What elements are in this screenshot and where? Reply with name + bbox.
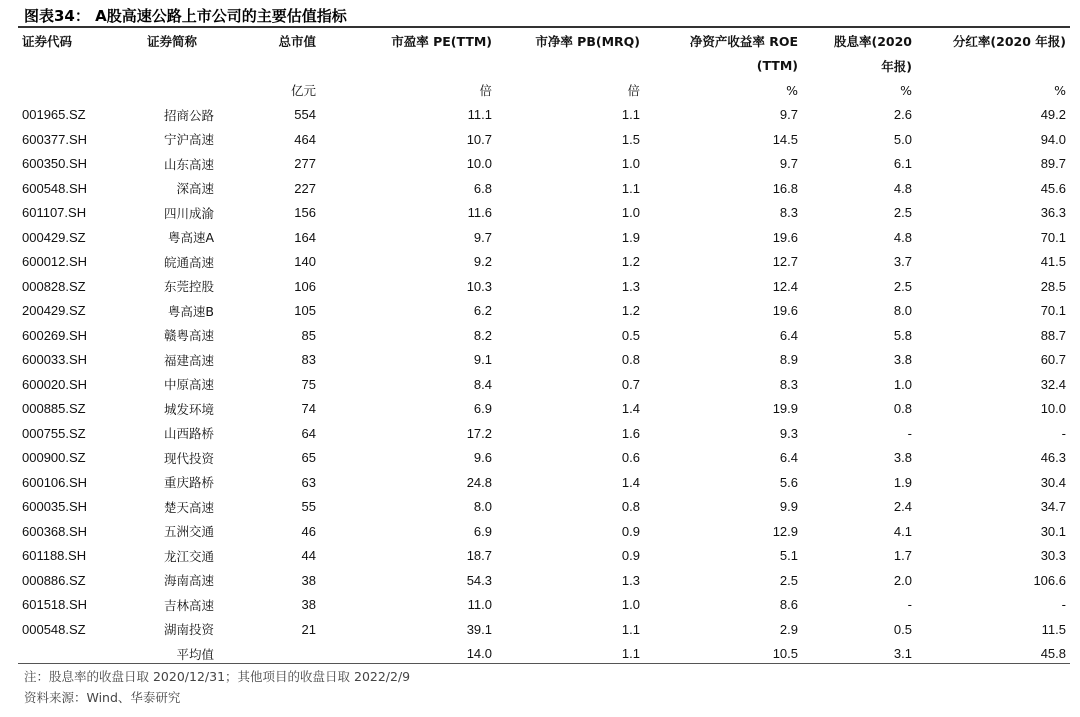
cell-pb: 1.4 [621,474,640,490]
average-div: 3.1 [893,646,912,662]
cell-pb: 0.8 [621,352,640,368]
header-pb: 市净率 PB(MRQ) [535,34,640,50]
header-mcap: 总市值 [278,34,316,50]
cell-code: 200429.SZ [22,303,86,319]
cell-name: 中原高速 [163,377,214,393]
cell-payout: 11.5 [1041,621,1066,637]
table-row [18,103,1070,128]
cell-name: 粤高速A [167,230,214,246]
cell-pb: 1.1 [621,621,640,637]
cell-payout: - [1061,597,1066,613]
cell-payout: 60.7 [1040,352,1066,368]
cell-payout: 10.0 [1040,401,1066,417]
valuation-table [18,29,1070,666]
cell-name: 吉林高速 [163,597,214,613]
cell-pe: 54.3 [466,572,492,588]
table-row [18,544,1070,569]
table-row [18,397,1070,422]
cell-pb: 1.6 [621,425,640,441]
cell-name: 现代投资 [163,450,214,466]
unit-payout: % [1054,82,1066,98]
header-row-2 [18,54,1070,79]
cell-pb: 1.1 [621,107,640,123]
cell-code: 600106.SH [22,474,88,490]
cell-div: 4.8 [893,180,912,196]
cell-name: 海南高速 [163,573,214,589]
cell-div: - [907,425,912,441]
cell-roe: 8.3 [779,205,798,221]
cell-roe: 19.6 [772,303,798,319]
table-row [18,250,1070,275]
cell-name: 龙江交通 [163,548,214,564]
cell-div: 1.0 [893,376,912,392]
table-row [18,274,1070,299]
cell-pb: 0.7 [621,376,640,392]
cell-code: 000900.SZ [22,450,86,466]
cell-mcap: 105 [294,303,316,319]
table-row [18,421,1070,446]
cell-mcap: 63 [301,474,316,490]
header-pe: 市盈率 PE(TTM) [391,34,492,50]
cell-code: 600368.SH [22,523,88,539]
cell-pe: 9.1 [473,352,492,368]
cell-mcap: 164 [294,229,316,245]
cell-code: 000886.SZ [22,572,86,588]
cell-payout: 36.3 [1040,205,1066,221]
cell-pe: 10.7 [466,131,492,147]
cell-roe: 16.8 [772,180,798,196]
average-label: 平均值 [176,646,214,662]
footnote: 注：股息率的收盘日取 2020/12/31；其他项目的收盘日取 2022/2/9 [24,669,411,684]
cell-pe: 8.0 [473,499,492,515]
cell-code: 000828.SZ [22,278,86,294]
cell-pb: 1.3 [621,572,640,588]
cell-div: 6.1 [893,156,912,172]
cell-payout: 30.1 [1040,523,1066,539]
table-row [18,201,1070,226]
cell-roe: 8.9 [779,352,798,368]
cell-name: 福建高速 [163,352,214,368]
cell-div: 5.8 [893,327,912,343]
header-roe: 净资产收益率 ROE [689,34,798,50]
cell-div: 2.6 [893,107,912,123]
header-div: 股息率(2020 [833,34,912,50]
cell-payout: 32.4 [1040,376,1066,392]
cell-pe: 10.3 [466,278,492,294]
cell-roe: 12.9 [772,523,798,539]
cell-code: 000755.SZ [22,425,86,441]
cell-code: 600012.SH [22,254,88,270]
header-row [18,29,1070,54]
cell-mcap: 38 [301,572,316,588]
cell-code: 000548.SZ [22,621,86,637]
cell-name: 赣粤高速 [163,328,214,344]
cell-div: 0.8 [893,401,912,417]
cell-pb: 0.5 [621,327,640,343]
cell-mcap: 65 [301,450,316,466]
unit-row [18,78,1070,103]
table-row [18,593,1070,618]
cell-payout: 49.2 [1040,107,1066,123]
cell-pe: 24.8 [466,474,492,490]
header-roe-cont: (TTM) [756,58,798,74]
cell-pe: 8.2 [473,327,492,343]
cell-pe: 10.0 [466,156,492,172]
cell-div: 3.7 [893,254,912,270]
average-payout: 45.8 [1040,646,1066,662]
top-rule [18,26,1070,28]
cell-code: 000429.SZ [22,229,86,245]
cell-code: 600269.SH [22,327,88,343]
cell-payout: 89.7 [1040,156,1066,172]
cell-code: 601107.SH [22,205,87,221]
cell-code: 600035.SH [22,499,88,515]
cell-payout: 28.5 [1040,278,1066,294]
table-row [18,127,1070,152]
cell-payout: 30.3 [1040,548,1066,564]
cell-payout: 30.4 [1040,474,1066,490]
cell-pb: 1.9 [621,229,640,245]
unit-roe: % [786,82,798,98]
cell-payout: 34.7 [1040,499,1066,515]
header-payout: 分红率(2020 年报) [952,34,1066,50]
cell-name: 皖通高速 [163,254,214,270]
cell-roe: 9.7 [779,156,798,172]
cell-roe: 9.3 [779,425,798,441]
average-pb: 1.1 [621,646,640,662]
cell-roe: 5.6 [779,474,798,490]
cell-name: 粤高速B [167,303,214,319]
cell-mcap: 74 [301,401,316,417]
cell-payout: - [1061,425,1066,441]
cell-mcap: 44 [301,548,316,564]
table-row [18,617,1070,642]
cell-roe: 12.7 [772,254,798,270]
cell-mcap: 227 [294,180,316,196]
cell-code: 600350.SH [22,156,88,172]
cell-roe: 19.6 [772,229,798,245]
cell-mcap: 21 [301,621,316,637]
source-line: 资料来源：Wind、华泰研究 [24,690,181,705]
table-row [18,568,1070,593]
cell-div: 2.5 [893,205,912,221]
figure-title: 图表34： A股高速公路上市公司的主要估值指标 [24,7,347,25]
cell-code: 600020.SH [22,376,88,392]
cell-code: 600033.SH [22,352,88,368]
cell-div: 4.1 [893,523,912,539]
cell-name: 重庆路桥 [163,475,214,491]
cell-code: 601518.SH [22,597,88,613]
unit-div: % [900,82,912,98]
cell-pe: 6.2 [473,303,492,319]
average-pe: 14.0 [466,646,492,662]
cell-div: - [907,597,912,613]
average-roe: 10.5 [772,646,798,662]
cell-pb: 1.0 [621,156,640,172]
cell-mcap: 106 [294,278,316,294]
cell-pb: 0.9 [621,523,640,539]
cell-code: 600377.SH [22,131,88,147]
cell-mcap: 55 [301,499,316,515]
cell-pb: 1.1 [621,180,640,196]
cell-payout: 106.6 [1033,572,1066,588]
cell-mcap: 46 [301,523,316,539]
cell-div: 1.7 [893,548,912,564]
cell-roe: 12.4 [772,278,798,294]
cell-div: 4.8 [893,229,912,245]
unit-pb: 倍 [627,83,640,99]
cell-roe: 2.9 [779,621,798,637]
cell-pb: 1.2 [621,303,640,319]
cell-name: 深高速 [176,181,214,197]
cell-div: 1.9 [893,474,912,490]
cell-name: 楚天高速 [163,499,214,515]
cell-payout: 70.1 [1040,229,1066,245]
cell-div: 2.0 [893,572,912,588]
cell-roe: 14.5 [772,131,798,147]
cell-mcap: 156 [294,205,316,221]
cell-div: 3.8 [893,450,912,466]
cell-pe: 8.4 [473,376,492,392]
cell-pb: 1.0 [621,205,640,221]
cell-mcap: 277 [294,156,316,172]
cell-pe: 6.9 [473,401,492,417]
cell-div: 0.5 [893,621,912,637]
cell-roe: 8.3 [779,376,798,392]
cell-name: 五洲交通 [163,524,214,540]
cell-payout: 46.3 [1040,450,1066,466]
cell-div: 2.4 [893,499,912,515]
cell-code: 600548.SH [22,180,88,196]
bottom-rule [18,663,1070,664]
cell-name: 东莞控股 [163,279,214,295]
cell-name: 招商公路 [163,107,214,123]
cell-div: 2.5 [893,278,912,294]
cell-pb: 1.2 [621,254,640,270]
cell-roe: 5.1 [779,548,798,564]
cell-payout: 88.7 [1040,327,1066,343]
cell-code: 000885.SZ [22,401,86,417]
cell-name: 宁沪高速 [163,132,214,148]
cell-mcap: 140 [294,254,316,270]
table-row [18,299,1070,324]
cell-roe: 9.9 [779,499,798,515]
cell-payout: 70.1 [1040,303,1066,319]
cell-roe: 2.5 [779,572,798,588]
cell-div: 3.8 [893,352,912,368]
cell-div: 8.0 [893,303,912,319]
cell-mcap: 464 [294,131,316,147]
cell-payout: 45.6 [1040,180,1066,196]
table-row [18,372,1070,397]
cell-pe: 11.1 [467,107,492,123]
unit-pe: 倍 [479,83,492,99]
cell-pb: 1.5 [621,131,640,147]
cell-name: 湖南投资 [163,622,214,638]
table-row [18,470,1070,495]
cell-pb: 1.0 [621,597,640,613]
cell-pb: 1.4 [621,401,640,417]
header-name: 证券简称 [146,34,197,50]
header-code: 证券代码 [22,34,73,50]
cell-code: 001965.SZ [22,107,86,123]
table-row [18,519,1070,544]
unit-mcap: 亿元 [290,83,316,99]
cell-name: 山东高速 [163,156,214,172]
cell-name: 四川成渝 [163,205,214,221]
table-row [18,495,1070,520]
cell-roe: 19.9 [772,401,798,417]
cell-pe: 6.8 [473,180,492,196]
cell-pe: 11.0 [467,597,492,613]
table-row [18,348,1070,373]
cell-name: 城发环境 [163,401,214,417]
cell-roe: 8.6 [779,597,798,613]
cell-pe: 18.7 [466,548,492,564]
cell-mcap: 64 [301,425,316,441]
table-row [18,176,1070,201]
cell-pb: 0.8 [621,499,640,515]
cell-pb: 0.9 [621,548,640,564]
cell-name: 山西路桥 [163,426,214,442]
cell-pb: 0.6 [621,450,640,466]
cell-roe: 9.7 [779,107,798,123]
cell-pe: 6.9 [473,523,492,539]
cell-pe: 9.7 [473,229,492,245]
cell-roe: 6.4 [779,450,798,466]
cell-pe: 11.6 [467,205,492,221]
table-row [18,323,1070,348]
cell-pe: 9.6 [473,450,492,466]
cell-payout: 94.0 [1040,131,1066,147]
table-row [18,446,1070,471]
cell-pe: 17.2 [466,425,492,441]
cell-div: 5.0 [893,131,912,147]
cell-mcap: 85 [301,327,316,343]
table-row [18,152,1070,177]
cell-mcap: 38 [301,597,316,613]
cell-roe: 6.4 [779,327,798,343]
cell-mcap: 75 [301,376,316,392]
table-row [18,225,1070,250]
header-div-cont: 年报) [881,58,912,74]
cell-pe: 39.1 [466,621,492,637]
cell-pe: 9.2 [473,254,492,270]
cell-code: 601188.SH [22,548,87,564]
cell-mcap: 554 [294,107,316,123]
cell-payout: 41.5 [1040,254,1066,270]
cell-pb: 1.3 [621,278,640,294]
cell-mcap: 83 [301,352,316,368]
